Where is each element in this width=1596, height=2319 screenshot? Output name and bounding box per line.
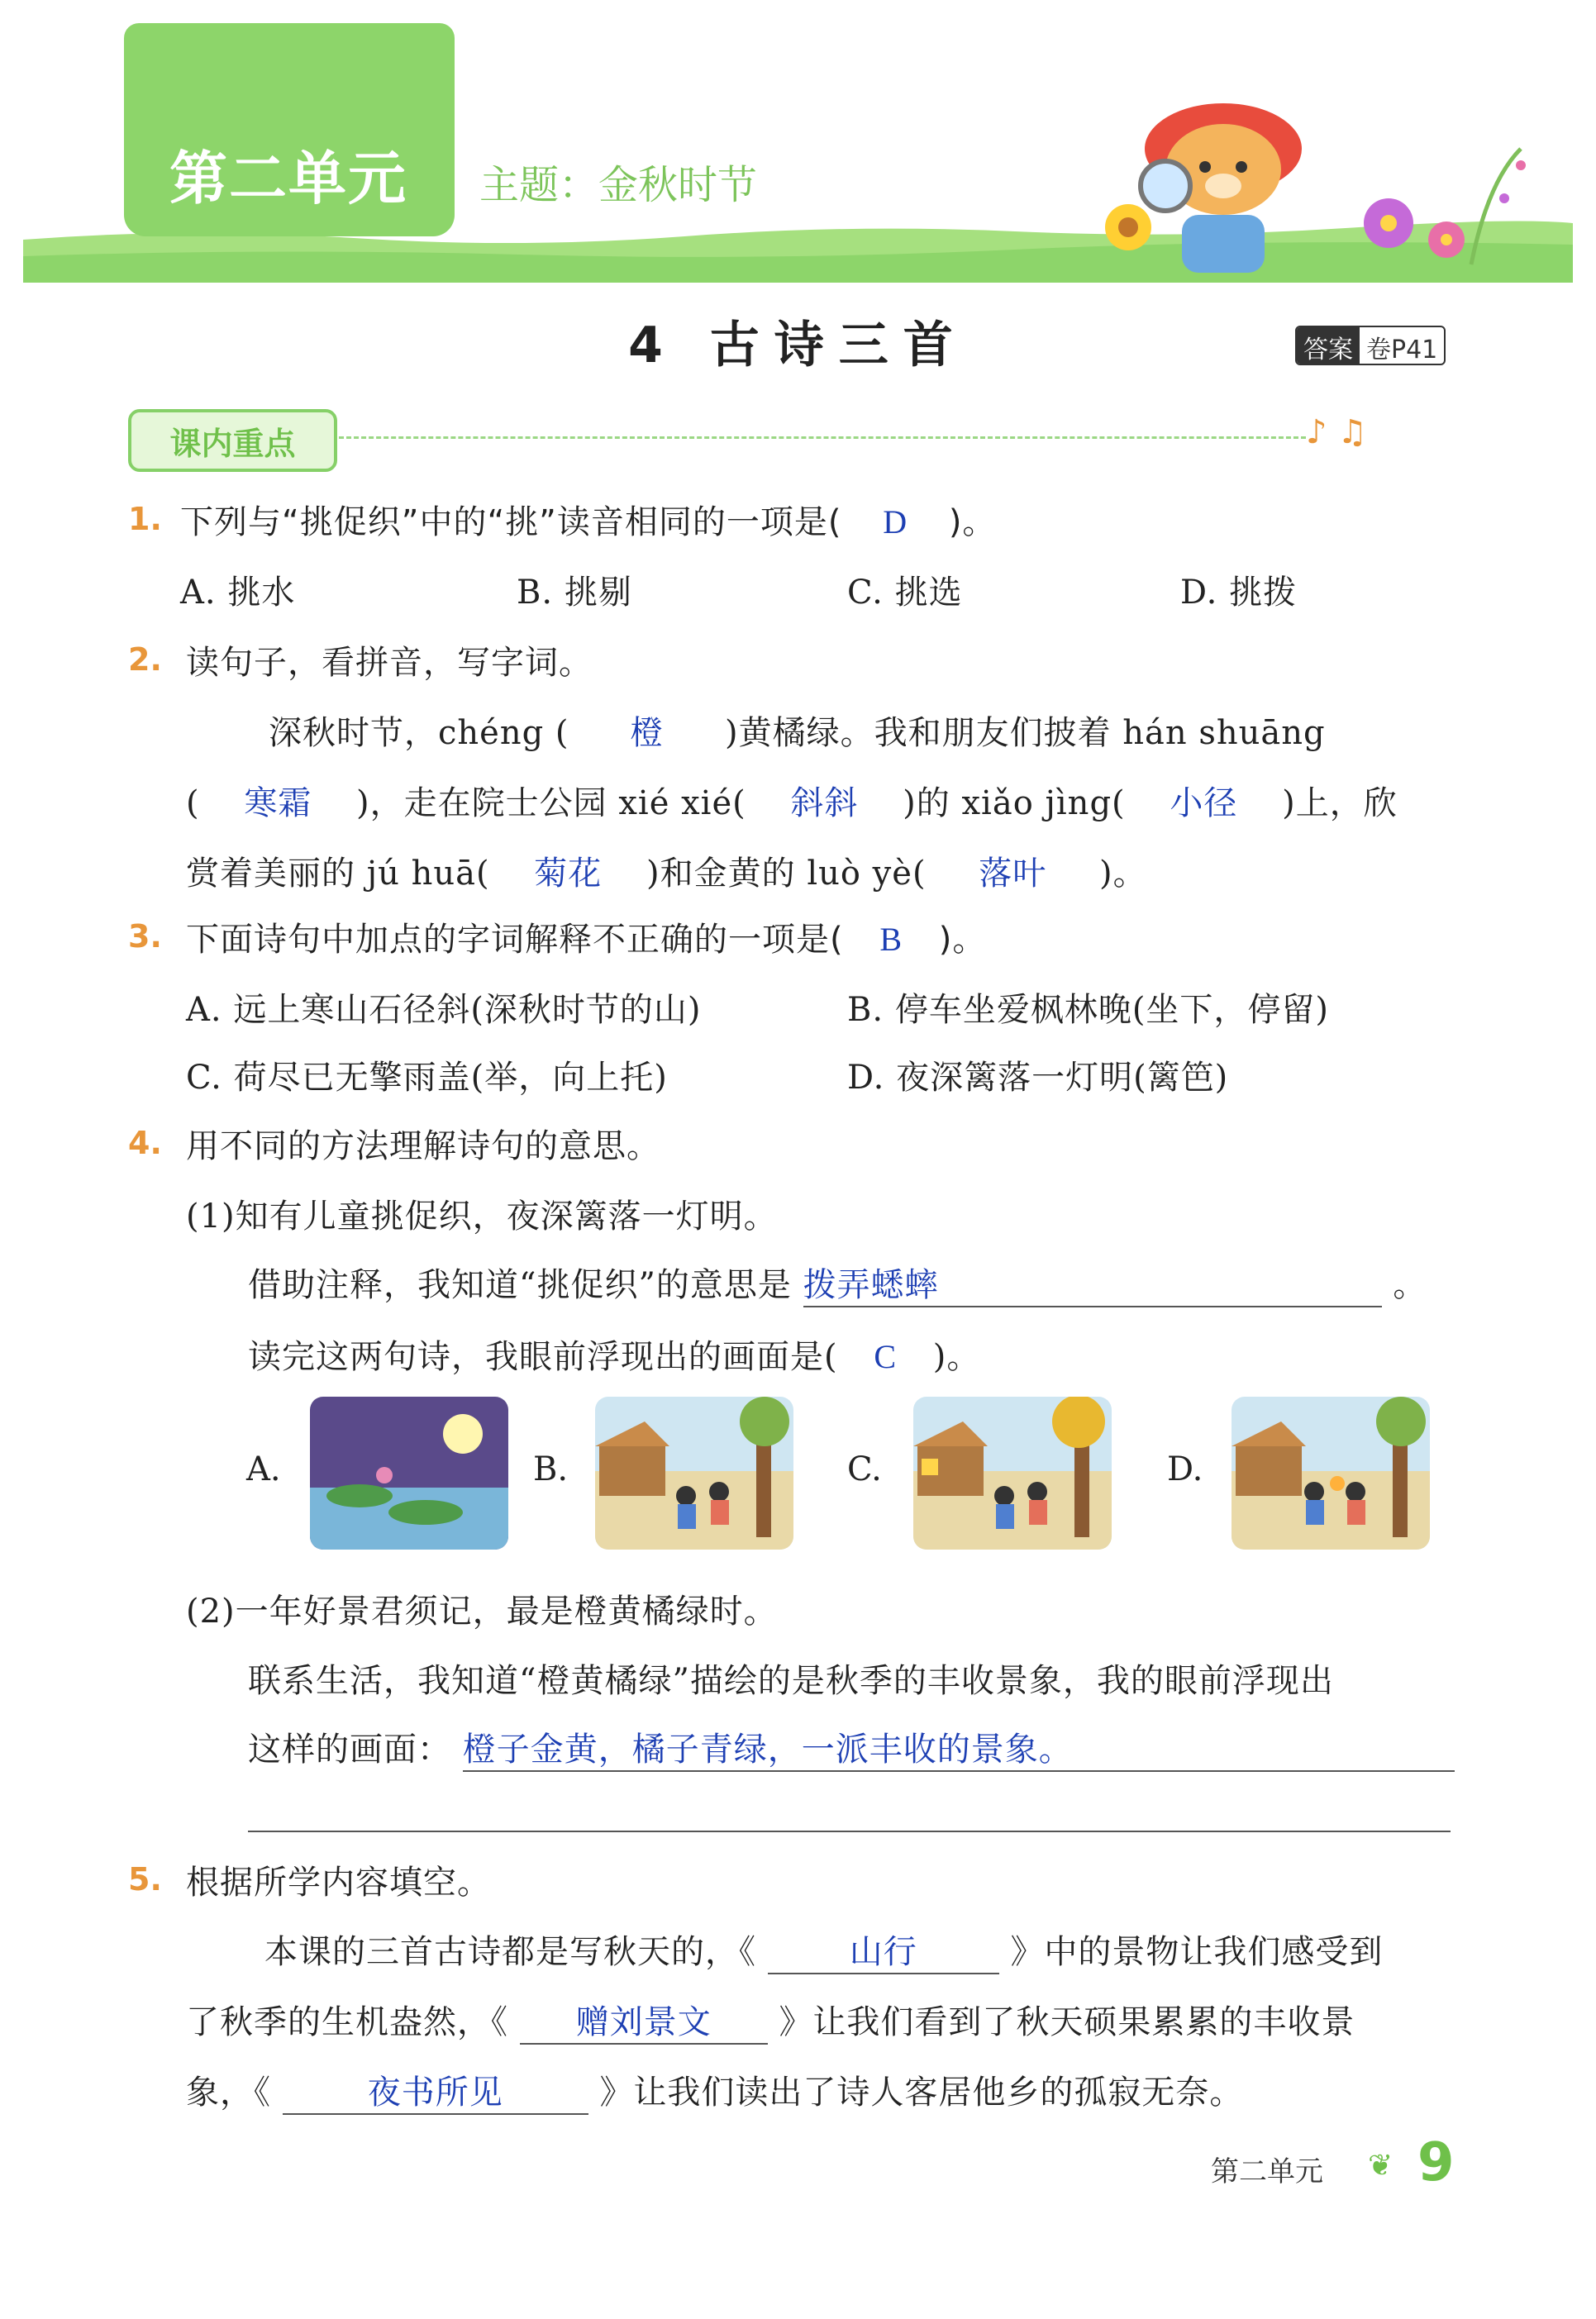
option-a: A. 远上寒山石径斜(深秋时节的山) (186, 991, 702, 1029)
sentence-text: 》让我们读出了诗人客居他乡的孤寂无奈。 (599, 2074, 1244, 2112)
question-number: 5. (128, 1861, 162, 1898)
lesson-title: 4 古诗三首 (628, 317, 968, 374)
picture-label-c: C. (847, 1450, 882, 1488)
answer-text: 夜书所见 (367, 2074, 503, 2111)
question-number: 4. (128, 1125, 162, 1161)
answer-text: 赠刘景文 (575, 2003, 712, 2040)
question-number: 3. (128, 918, 162, 955)
q4-part-2-poem: (2)一年好景君须记，最是橙黄橘绿时。 (186, 1593, 778, 1631)
question-text: 这样的画面： (248, 1731, 451, 1769)
question-number: 1. (128, 501, 162, 537)
option-b: B. 停车坐爱枫林晚(坐下，停留) (847, 991, 1330, 1029)
unit-theme: 主题：金秋时节 (479, 162, 758, 208)
answer-choice: D (883, 503, 908, 540)
answer-text: 寒霜 (244, 784, 312, 821)
q4-part-1-line-1 (248, 1259, 1427, 1307)
sentence-text: )和金黄的 luò yè( (646, 855, 927, 893)
answer-text: 拨弄蟋蟀 (803, 1266, 939, 1303)
answer-text: 小径 (1170, 784, 1238, 821)
answer-choice: C (874, 1338, 898, 1375)
sentence-text: )黄橘绿。我和朋友们披着 hán shuāng (724, 714, 1326, 752)
question-4-stem: 用不同的方法理解诗句的意思。 (186, 1127, 660, 1165)
question-text: )。 (948, 503, 997, 541)
answer-blank (283, 2066, 588, 2115)
q2-line-3 (186, 847, 1147, 894)
question-2-stem: 读句子，看拼音，写字词。 (186, 644, 593, 682)
answer-page-ref: 卷P41 (1366, 336, 1438, 364)
answer-text: 落叶 (979, 855, 1047, 892)
section-divider (339, 436, 1306, 439)
answer-reference-badge (1295, 326, 1446, 365)
question-1-stem (180, 496, 996, 543)
picture-a-night-pond (310, 1397, 508, 1550)
answer-text: 橙 (630, 714, 665, 751)
option-d: D. 挑拨 (1180, 574, 1298, 612)
unit-title: 第二单元 (169, 145, 407, 212)
question-text: )。 (938, 921, 987, 959)
music-notes-icon: ♪ ♫ (1306, 413, 1368, 451)
picture-d-children-lantern (1232, 1397, 1430, 1550)
sentence-text: )，走在院士公园 xié xié( (356, 784, 746, 822)
sentence-text: )的 xiǎo jìng( (903, 784, 1126, 822)
sentence-text: )。 (1099, 855, 1147, 893)
sunflower-illustration (1095, 194, 1161, 260)
question-3-stem (186, 913, 986, 960)
question-text: 下列与“挑促织”中的“挑”读音相同的一项是( (180, 503, 842, 541)
answer-text: 橙子金黄，橘子青绿，一派丰收的景象。 (462, 1731, 1073, 1768)
q5-line-3 (186, 2066, 1243, 2115)
answer-blank (768, 1926, 999, 1974)
q4-part-2-line-1: 联系生活，我知道“橙黄橘绿”描绘的是秋季的丰收景象，我的眼前浮现出 (248, 1662, 1334, 1700)
answer-text: 山行 (849, 1933, 917, 1970)
option-c: C. 荷尽已无擎雨盖(举，向上托) (186, 1059, 668, 1097)
sentence-text: )上，欣 (1282, 784, 1398, 822)
leaf-icon: ❦ (1368, 2149, 1394, 2183)
picture-c-children-evening (913, 1397, 1112, 1550)
sentence-text: ( (186, 784, 200, 822)
question-text: 读完这两句诗，我眼前浮现出的画面是( (248, 1338, 838, 1376)
sentence-text: 本课的三首古诗都是写秋天的，《 (264, 1933, 756, 1971)
answer-blank (520, 1996, 768, 2045)
answer-text: 斜斜 (790, 784, 859, 821)
question-number: 2. (128, 641, 162, 678)
q5-line-1 (264, 1926, 1383, 1974)
q4-part-1-poem: (1)知有儿童挑促织，夜深篱落一灯明。 (186, 1198, 778, 1236)
sentence-text: 》让我们看到了秋天硕果累累的丰收景 (779, 2003, 1355, 2041)
footer-unit: 第二单元 (1211, 2155, 1323, 2188)
q4-part-2-line-2 (248, 1723, 1455, 1772)
sentence-text: 深秋时节，chéng ( (269, 714, 569, 752)
picture-label-d: D. (1167, 1450, 1203, 1488)
q2-line-2 (186, 777, 1398, 824)
answer-blank-line (248, 1831, 1451, 1832)
option-a: A. 挑水 (180, 574, 296, 612)
picture-label-b: B. (533, 1450, 569, 1488)
question-text: )。 (932, 1338, 981, 1376)
sentence-text: 象，《 (186, 2074, 271, 2112)
question-text: 借助注释，我知道“挑促织”的意思是 (248, 1266, 792, 1304)
option-d: D. 夜深篱落一灯明(篱笆) (847, 1059, 1229, 1097)
sentence-text: 赏着美丽的 jú huā( (186, 855, 490, 893)
q5-line-2 (186, 1996, 1355, 2045)
question-text: 下面诗句中加点的字词解释不正确的一项是( (186, 921, 844, 959)
option-c: C. 挑选 (847, 574, 963, 612)
picture-b-children-day (595, 1397, 793, 1550)
answer-blank (803, 1259, 1382, 1307)
section-tag: 课内重点 (128, 409, 337, 472)
answer-tag: 答案 (1297, 327, 1360, 364)
question-text: 。 (1393, 1266, 1427, 1304)
q4-part-1-line-2 (248, 1331, 980, 1378)
sentence-text: 》中的景物让我们感受到 (1010, 1933, 1384, 1971)
option-b: B. 挑剔 (517, 574, 632, 612)
answer-blank (463, 1723, 1455, 1772)
question-5-stem: 根据所学内容填空。 (186, 1864, 491, 1902)
picture-label-a: A. (246, 1450, 281, 1488)
q2-line-1 (269, 707, 1326, 754)
flowers-illustration (1322, 132, 1570, 273)
answer-choice: B (879, 921, 903, 958)
sentence-text: 了秋季的生机盎然，《 (186, 2003, 508, 2041)
answer-text: 菊花 (534, 855, 603, 892)
page-number: 9 (1417, 2132, 1455, 2193)
